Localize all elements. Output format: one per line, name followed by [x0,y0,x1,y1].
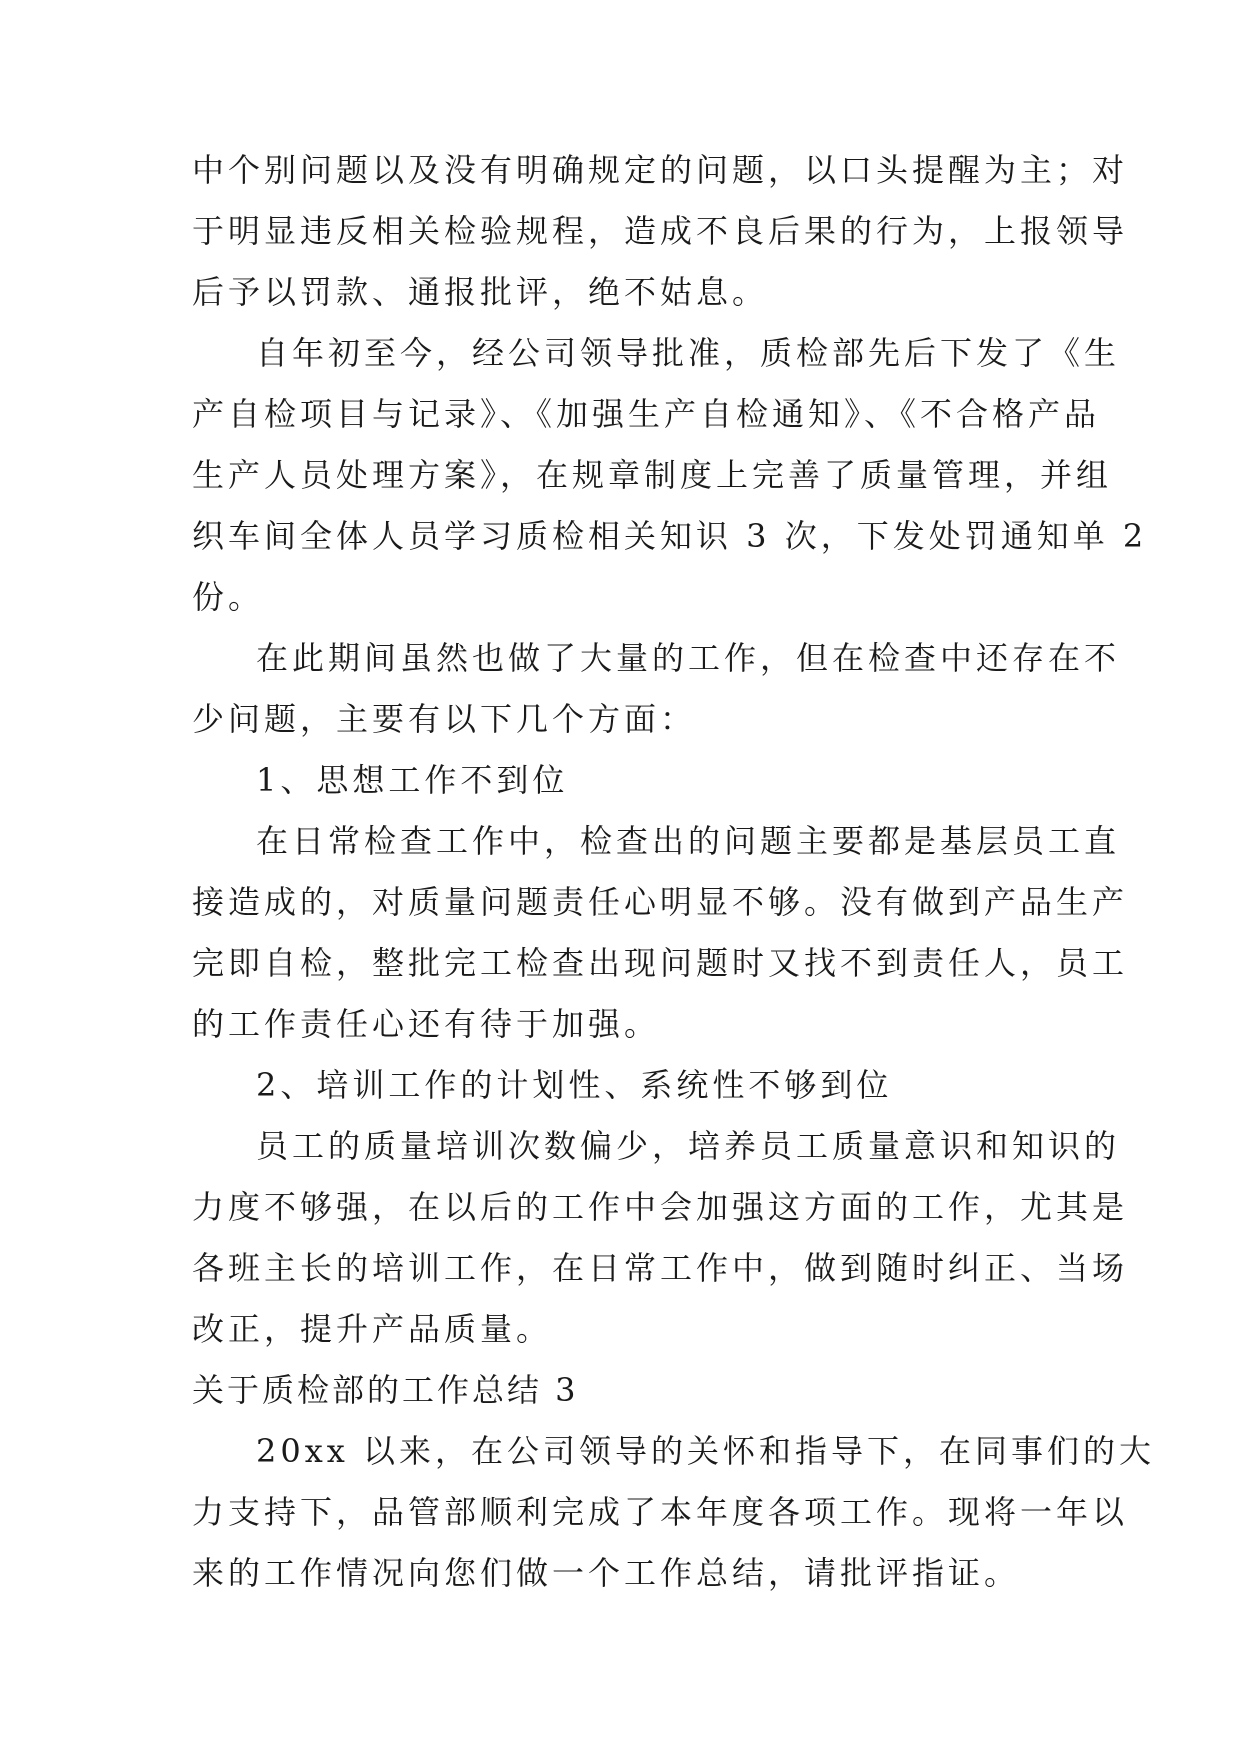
text-line-5: 产自检项目与记录》、《加强生产自检通知》、《不合格产品 [192,395,1101,433]
text-line-20: 改正，提升产品质量。 [192,1310,553,1348]
text-line-17: 员工的质量培训次数偏少，培养员工质量意识和知识的 [256,1127,1121,1165]
document-body [192,140,1155,1604]
text-line-24: 来的工作情况向您们做一个工作总结，请批评指证。 [192,1554,1021,1592]
list-item-1-heading: 1、思想工作不到位 [256,761,569,799]
text-line-22: 20xx 以来，在公司领导的关怀和指导下，在同事们的大 [256,1432,1155,1470]
text-line-9: 在此期间虽然也做了大量的工作，但在检查中还存在不 [256,639,1121,677]
text-line-14: 完即自检，整批完工检查出现问题时又找不到责任人，员工 [192,944,1129,982]
text-line-19: 各班主长的培训工作，在日常工作中，做到随时纠正、当场 [192,1249,1129,1287]
text-line-10: 少问题，主要有以下几个方面： [192,700,697,738]
text-line-2: 于明显违反相关检验规程，造成不良后果的行为，上报领导 [192,212,1129,250]
text-line-15: 的工作责任心还有待于加强。 [192,1005,661,1043]
text-line-7: 织车间全体人员学习质检相关知识 3 次，下发处罚通知单 2 [192,517,1148,555]
list-item-2-heading: 2、培训工作的计划性、系统性不够到位 [256,1066,893,1104]
text-line-1: 中个别问题以及没有明确规定的问题，以口头提醒为主；对 [192,151,1129,189]
text-line-6: 生产人员处理方案》，在规章制度上完善了质量管理，并组 [192,456,1113,494]
section-heading: 关于质检部的工作总结 3 [192,1371,579,1409]
text-line-12: 在日常检查工作中，检查出的问题主要都是基层员工直 [256,822,1121,860]
text-line-23: 力支持下，品管部顺利完成了本年度各项工作。现将一年以 [192,1493,1129,1531]
text-line-8: 份。 [192,578,265,616]
text-line-3: 后予以罚款、通报批评，绝不姑息。 [192,273,769,311]
text-line-13: 接造成的，对质量问题责任心明显不够。没有做到产品生产 [192,883,1129,921]
text-line-4: 自年初至今，经公司领导批准，质检部先后下发了《生 [256,334,1121,372]
text-line-18: 力度不够强，在以后的工作中会加强这方面的工作，尤其是 [192,1188,1129,1226]
